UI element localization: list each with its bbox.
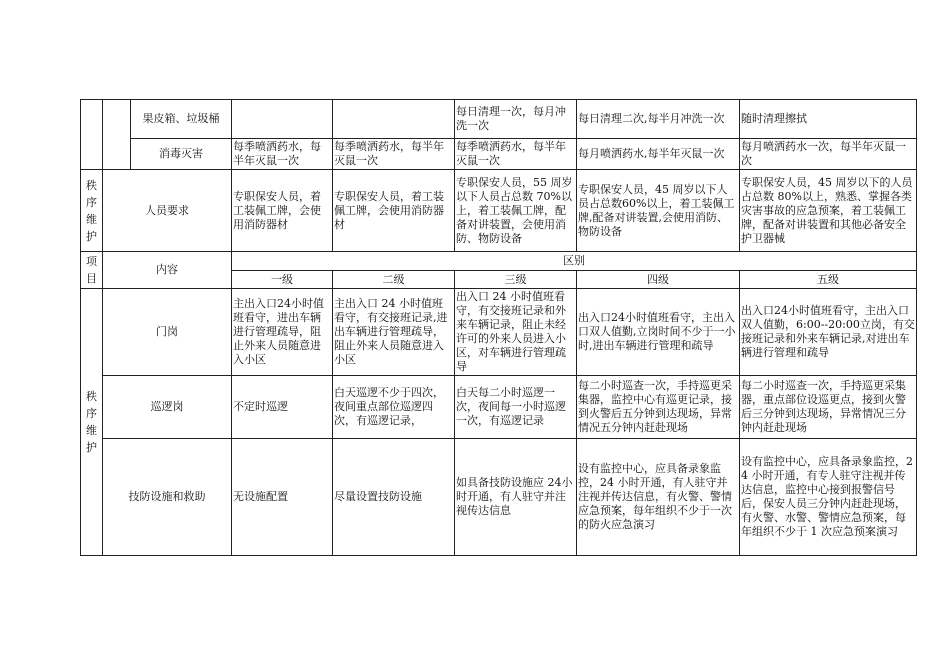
level-header: 三级 bbox=[455, 271, 577, 289]
row-label: 门岗 bbox=[103, 289, 232, 376]
level-3-cell: 专职保安人员，55 周岁以下人员占总数 70%以上，着工装佩工牌，配备对讲装置，会使用消防、物防设备 bbox=[455, 170, 577, 252]
table-row bbox=[81, 439, 917, 556]
row-label: 人员要求 bbox=[103, 170, 232, 252]
level-5-cell: 每二小时巡查一次，手持巡更采集器，重点部位设巡更点，接到火警后三分钟到达现场，异常情况三分钟内赶赴现场 bbox=[740, 376, 917, 439]
level-3-cell: 每季喷洒药水，每半年灭鼠一次 bbox=[455, 139, 577, 170]
level-1-cell: 专职保安人员，着工装佩工牌，会使用消防器材 bbox=[232, 170, 333, 252]
table-row bbox=[81, 100, 917, 139]
row-label: 果皮箱、垃圾桶 bbox=[131, 100, 232, 139]
level-header: 五级 bbox=[740, 271, 917, 289]
level-3-cell: 如具备技防设施应 24小时开通，有人驻守并注视传达信息 bbox=[455, 439, 577, 556]
level-1-cell: 主出入口24小时值班看守，进出车辆进行管理疏导，阻止外来人员随意进入小区 bbox=[232, 289, 333, 376]
level-4-cell: 每月喷洒药水,每半年灭鼠一次 bbox=[577, 139, 740, 170]
level-header: 二级 bbox=[333, 271, 455, 289]
level-3-cell: 每日清理一次，每月冲洗一次 bbox=[455, 100, 577, 139]
level-4-cell: 每二小时巡查一次，手持巡更采集器，监控中心有巡更记录，接到火警后五分钟到达现场，异常情况五分钟内赶赴现场 bbox=[577, 376, 740, 439]
level-4-cell: 设有监控中心，应具备录象监控，24 小时开通，有人驻守并注视并传达信息，有火警、警情应急预案，每年组织不少于一次的防火应急演习 bbox=[577, 439, 740, 556]
level-header: 一级 bbox=[232, 271, 333, 289]
level-3-cell: 出入口 24 小时值班看守，有交接班记录和外来车辆记录，阻止未经许可的外来人员进入小区，对车辆进行管理疏导 bbox=[455, 289, 577, 376]
level-4-cell: 出入口24小时值班看守，主出入口双人值勤,立岗时间不少于一小时,进出车辆进行管理和疏导 bbox=[577, 289, 740, 376]
level-3-cell: 白天每二小时巡逻一次，夜间每一小时巡逻一次，有巡逻记录 bbox=[455, 376, 577, 439]
section-label: 秩序维护 bbox=[81, 289, 103, 556]
content-header: 内容 bbox=[103, 252, 232, 289]
level-1-cell bbox=[232, 100, 333, 139]
level-2-cell bbox=[333, 100, 455, 139]
table-row bbox=[81, 376, 917, 439]
level-2-cell: 尽量设置技防设施 bbox=[333, 439, 455, 556]
level-5-cell: 设有监控中心，应具备录象监控，24 小时开通，有专人驻守注视并传达信息，监控中心接到报警信号后，保安人员三分钟内赶赴现场，有火警、水警、警情应急预案，每年组织不少于 1 次应急预案演习 bbox=[740, 439, 917, 556]
level-5-cell: 出入口24小时值班看守，主出入口双人值勤，6:00--20:00立岗，有交接班记录和外来车辆记录,对进出车辆进行管理和疏导 bbox=[740, 289, 917, 376]
level-1-cell: 不定时巡逻 bbox=[232, 376, 333, 439]
table-row bbox=[81, 289, 917, 376]
row-label: 巡逻岗 bbox=[103, 376, 232, 439]
level-4-cell: 每日清理二次,每半月冲洗一次 bbox=[577, 100, 740, 139]
blank-cell bbox=[103, 100, 131, 170]
level-1-cell: 无设施配置 bbox=[232, 439, 333, 556]
level-2-cell: 每季喷洒药水，每半年灭鼠一次 bbox=[333, 139, 455, 170]
row-label: 技防设施和救助 bbox=[103, 439, 232, 556]
level-1-cell: 每季喷洒药水，每半年灭鼠一次 bbox=[232, 139, 333, 170]
document-page bbox=[80, 99, 916, 556]
table-row bbox=[81, 139, 917, 170]
level-5-cell: 随时清理擦拭 bbox=[740, 100, 917, 139]
project-header: 项目 bbox=[81, 252, 103, 289]
header-row bbox=[81, 252, 917, 271]
level-4-cell: 专职保安人员，45 周岁以下人员占总数60%以上，着工装佩工牌,配备对讲装置,会使用消防、物防设备 bbox=[577, 170, 740, 252]
category-header: 区别 bbox=[232, 252, 917, 271]
level-2-cell: 主出入口 24 小时值班看守，有交接班记录,进出车辆进行管理疏导，阻止外来人员随意进入小区 bbox=[333, 289, 455, 376]
level-2-cell: 专职保安人员，着工装佩工牌，会使用消防器材 bbox=[333, 170, 455, 252]
level-5-cell: 专职保安人员，45 周岁以下的人员占总数 80%以上，熟悉、掌握各类灾害事故的应急预案，着工装佩工牌，配备对讲装置和其他必备安全护卫器械 bbox=[740, 170, 917, 252]
section-label: 秩序维护 bbox=[81, 170, 103, 252]
table-row bbox=[81, 170, 917, 252]
level-header: 四级 bbox=[577, 271, 740, 289]
row-label: 消毒灭害 bbox=[131, 139, 232, 170]
level-5-cell: 每月喷洒药水一次，每半年灭鼠一次 bbox=[740, 139, 917, 170]
level-2-cell: 白天巡逻不少于四次，夜间重点部位巡逻四次，有巡逻记录， bbox=[333, 376, 455, 439]
standards-table bbox=[80, 99, 917, 556]
blank-cell bbox=[81, 100, 103, 170]
